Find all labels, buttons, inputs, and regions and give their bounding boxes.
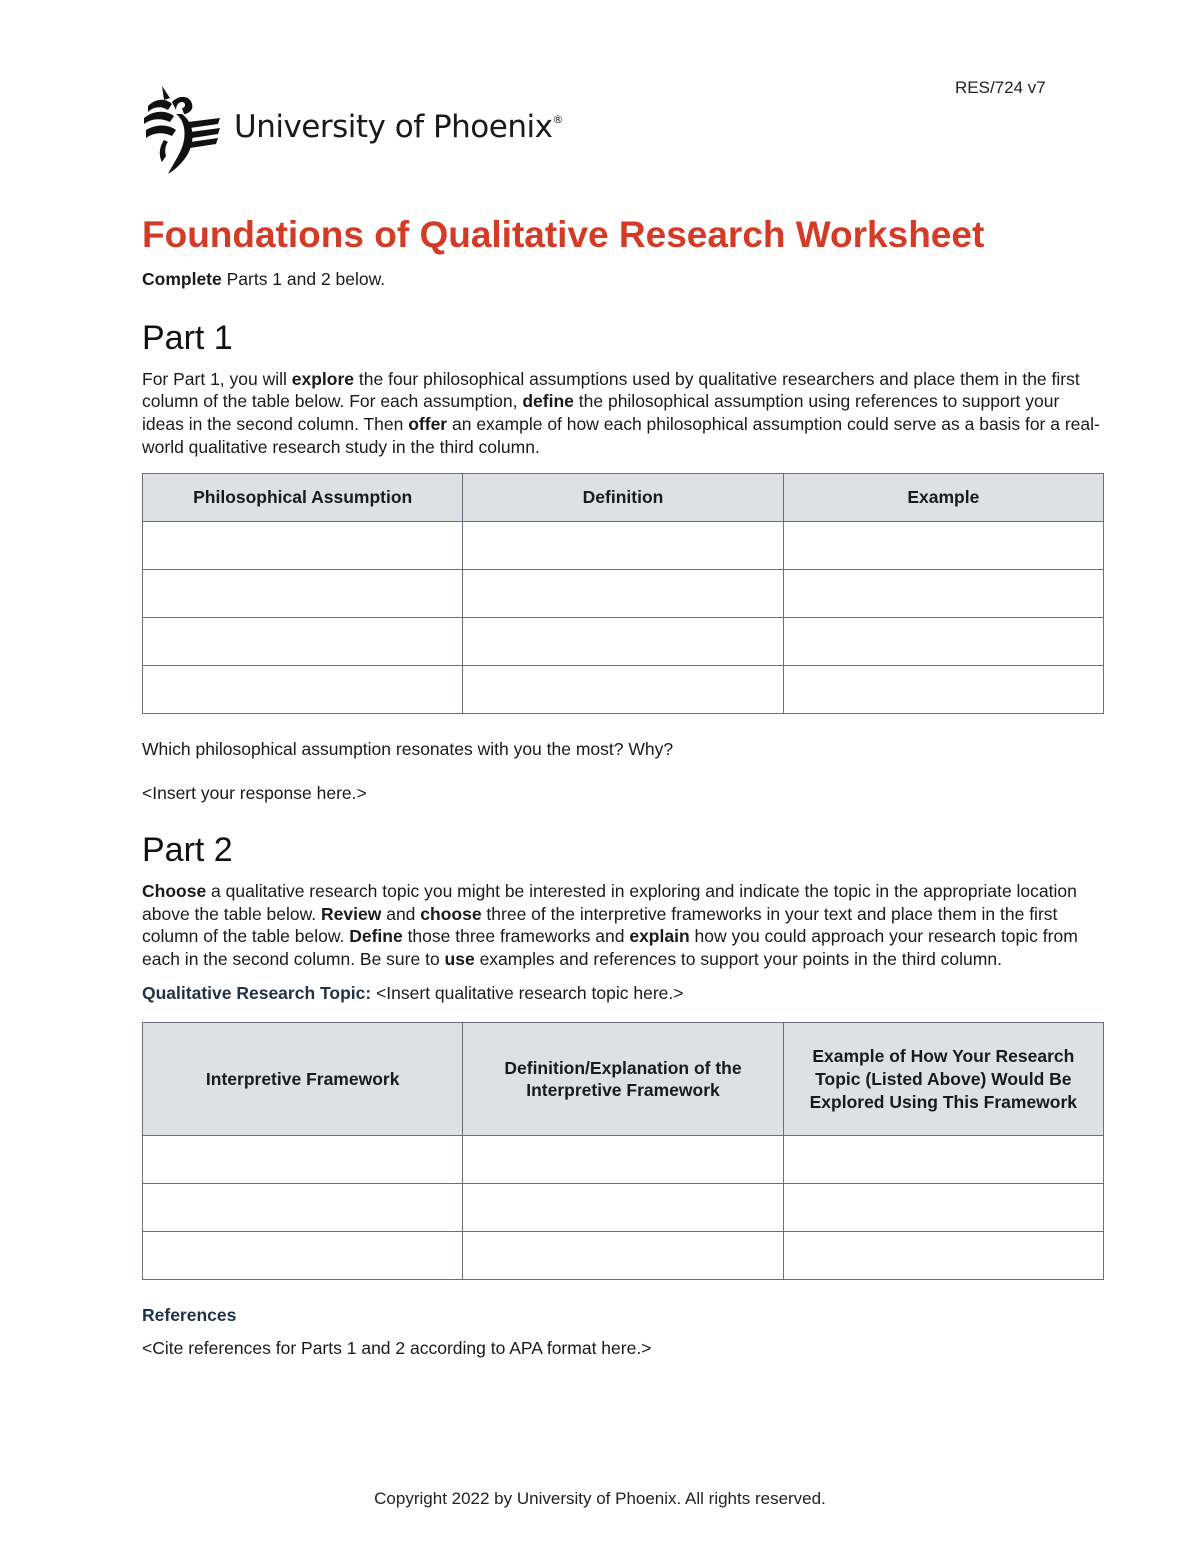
page-title: Foundations of Qualitative Research Worksheet	[142, 214, 985, 255]
table-cell[interactable]	[783, 521, 1103, 569]
intro-text: Complete Parts 1 and 2 below.	[142, 269, 386, 289]
table-row	[143, 569, 1104, 617]
column-header: Definition	[463, 473, 783, 521]
table-cell[interactable]	[783, 569, 1103, 617]
table-cell[interactable]	[783, 665, 1103, 713]
reflection-question: Which philosophical assumption resonates with you the most? Why?	[142, 738, 674, 759]
table-header-row	[143, 1023, 1104, 1136]
table-cell[interactable]	[783, 1232, 1103, 1280]
table-cell[interactable]	[463, 1184, 783, 1232]
table-cell[interactable]	[143, 521, 463, 569]
table-cell[interactable]	[463, 665, 783, 713]
table-row	[143, 521, 1104, 569]
table-cell[interactable]	[463, 569, 783, 617]
part1-heading: Part 1	[142, 318, 233, 357]
phoenix-bird-icon	[142, 84, 222, 176]
university-logo	[142, 84, 563, 176]
table-row	[143, 617, 1104, 665]
topic-label: Qualitative Research Topic:	[142, 982, 372, 1003]
table-row	[143, 1136, 1104, 1184]
references-placeholder[interactable]: <Cite references for Parts 1 and 2 according to APA format here.>	[142, 1338, 652, 1359]
column-header: Example	[783, 473, 1103, 521]
part1-instructions: For Part 1, you will explore the four philosophical assumptions used by qualitative researchers and place them in the first column of the table below. For each assumption, define the philosophical assumption using references to support your ideas in the second column. Then offer an example of how each philosophical assumption could serve as a basis for a real-world qualitative research study in the third column.	[142, 368, 1100, 457]
table-header-row	[143, 473, 1104, 521]
table-cell[interactable]	[463, 1136, 783, 1184]
table-cell[interactable]	[463, 1232, 783, 1280]
table-cell[interactable]	[143, 1232, 463, 1280]
column-header: Interpretive Framework	[143, 1023, 463, 1136]
course-code: RES/724 v7	[955, 78, 1046, 97]
column-header: Philosophical Assumption	[143, 473, 463, 521]
copyright-footer: Copyright 2022 by University of Phoenix. All rights reserved.	[374, 1489, 826, 1508]
table-cell[interactable]	[143, 1136, 463, 1184]
column-header: Example of How Your Research Topic (Listed Above) Would Be Explored Using This Framework	[783, 1023, 1103, 1136]
topic-placeholder[interactable]: <Insert qualitative research topic here.>	[371, 982, 684, 1003]
research-topic-line	[142, 982, 1104, 1005]
references-heading: References	[142, 1305, 237, 1326]
table-row	[143, 1184, 1104, 1232]
table-cell[interactable]	[463, 521, 783, 569]
table-cell[interactable]	[783, 1184, 1103, 1232]
interpretive-frameworks-table	[142, 1022, 1104, 1280]
philosophical-assumptions-table	[142, 473, 1104, 714]
table-cell[interactable]	[143, 665, 463, 713]
response-placeholder[interactable]: <Insert your response here.>	[142, 783, 367, 804]
table-cell[interactable]	[783, 1136, 1103, 1184]
part2-instructions: Choose a qualitative research topic you might be interested in exploring and indicate the topic in the appropriate location above the table below. Review and choose three of the interpretive frameworks in your text and place them in the first column of the table below. Define those three frameworks and explain how you could approach your research topic from each in the second column. Be sure to use examples and references to support your points in the third column.	[142, 880, 1078, 970]
table-cell[interactable]	[143, 569, 463, 617]
table-row	[143, 665, 1104, 713]
logo-wordmark: University of Phoenix®	[234, 109, 563, 145]
table-cell[interactable]	[143, 617, 463, 665]
table-cell[interactable]	[463, 617, 783, 665]
part2-heading: Part 2	[142, 830, 233, 869]
table-cell[interactable]	[143, 1184, 463, 1232]
table-row	[143, 1232, 1104, 1280]
table-cell[interactable]	[783, 617, 1103, 665]
column-header: Definition/Explanation of the Interpretive Framework	[463, 1023, 783, 1136]
